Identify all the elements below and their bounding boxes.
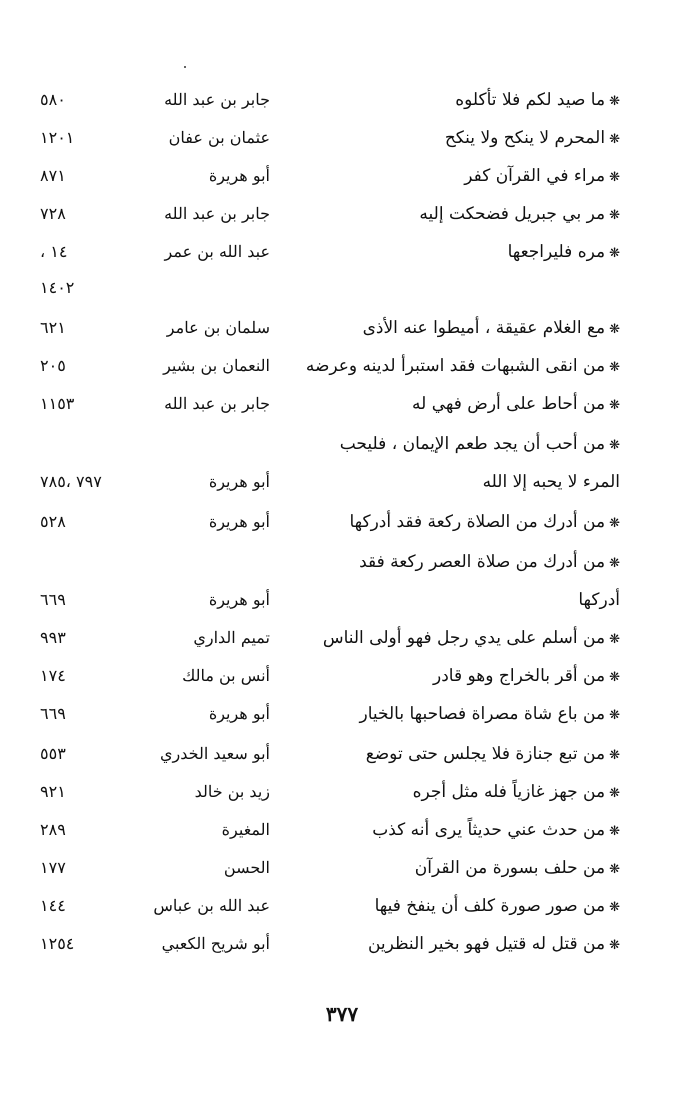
narrator: أبو شريح الكعبي	[161, 934, 270, 953]
page-ref: ٨٧١	[40, 166, 66, 185]
hadith-text: ❋من أسلم على يدي رجل فهو أولى الناس	[322, 628, 620, 648]
hadith-text: ❋مر بي جبريل فضحكت إليه	[419, 204, 620, 224]
list-item	[40, 122, 640, 154]
list-item	[40, 546, 640, 578]
narrator: النعمان بن بشير	[163, 356, 270, 375]
list-item	[40, 928, 640, 960]
hadith-text: ❋مراء في القرآن كفر	[464, 166, 620, 186]
list-item	[40, 272, 640, 304]
list-item	[40, 698, 640, 730]
page-ref: ٧٩٧ ،٧٨٥	[40, 472, 102, 491]
hadith-text: ❋من أقر بالخراج وهو قادر	[433, 666, 620, 686]
hadith-text: ❋من باع شاة مصراة فصاحبها بالخيار	[359, 704, 620, 724]
hadith-text: ❋من أدرك من الصلاة ركعة فقد أدركها	[349, 512, 620, 532]
page-ref: ١٧٧	[40, 858, 66, 877]
page-ref: ١٤٤	[40, 896, 66, 915]
page-ref: ٢٨٩	[40, 820, 66, 839]
page-ref: ٥٨٠	[40, 90, 66, 109]
hadith-text: ❋من قتل له قتيل فهو بخير النظرين	[367, 934, 620, 954]
hadith-text: ❋من جهز غازياً فله مثل أجره	[412, 782, 620, 802]
list-item	[40, 506, 640, 538]
list-item	[40, 660, 640, 692]
hadith-text: ❋المحرم لا ينكح ولا ينكح	[444, 128, 620, 148]
page-ref: ٦٦٩	[40, 590, 66, 609]
page-ref: ٩٩٣	[40, 628, 66, 647]
narrator: سلمان بن عامر	[166, 318, 270, 337]
page-ref: ١٢٥٤	[40, 934, 75, 953]
list-item	[40, 350, 640, 382]
hadith-text: ❋ما صيد لكم فلا تأكلوه	[455, 90, 620, 110]
page-ref: ١٧٤	[40, 666, 66, 685]
hadith-text: المرء لا يحبه إلا الله	[482, 472, 620, 492]
page-ref: ١١٥٣	[40, 394, 75, 413]
narrator: عثمان بن عفان	[168, 128, 270, 147]
narrator: أبو هريرة	[208, 704, 270, 723]
hadith-text: ❋من أحاط على أرض فهي له	[412, 394, 620, 414]
narrator: عبد الله بن عباس	[153, 896, 270, 915]
hadith-text: أدركها	[578, 590, 620, 610]
hadith-text: ❋من حدث عني حديثاً يرى أنه كذب	[372, 820, 620, 840]
narrator: أبو هريرة	[208, 590, 270, 609]
list-item	[40, 814, 640, 846]
list-item	[40, 738, 640, 770]
print-dot	[184, 66, 186, 68]
list-item	[40, 776, 640, 808]
page-ref: ٧٢٨	[40, 204, 66, 223]
narrator: الحسن	[223, 858, 270, 877]
list-item	[40, 428, 640, 460]
hadith-text: ❋من تبع جنازة فلا يجلس حتى توضع	[365, 744, 620, 764]
list-item	[40, 160, 640, 192]
hadith-text: ❋مع الغلام عقيقة ، أميطوا عنه الأذى	[362, 318, 620, 338]
list-item	[40, 584, 640, 616]
page-ref: ٦٢١	[40, 318, 66, 337]
narrator: أنس بن مالك	[182, 666, 270, 685]
page-ref: ٢٠٥	[40, 356, 66, 375]
narrator: تميم الداري	[193, 628, 270, 647]
list-item	[40, 388, 640, 420]
page-number: ٣٧٧	[325, 1002, 359, 1026]
page-ref: ٥٢٨	[40, 512, 66, 531]
narrator: جابر بن عبد الله	[164, 90, 270, 109]
hadith-text: ❋من حلف بسورة من القرآن	[414, 858, 620, 878]
list-item	[40, 852, 640, 884]
list-item	[40, 198, 640, 230]
list-item	[40, 312, 640, 344]
narrator: زيد بن خالد	[194, 782, 270, 801]
hadith-text: ❋من انقى الشبهات فقد استبرأ لدينه وعرضه	[305, 356, 620, 376]
page-ref: ٥٥٣	[40, 744, 66, 763]
list-item	[40, 466, 640, 498]
list-item	[40, 890, 640, 922]
page-ref: ١٤٠٢	[40, 278, 75, 297]
page-ref: ١٢٠١	[40, 128, 75, 147]
page-ref: ٩٢١	[40, 782, 66, 801]
page-ref: ٦٦٩	[40, 704, 66, 723]
narrator: أبو هريرة	[208, 166, 270, 185]
hadith-text: ❋من صور صورة كلف أن ينفخ فيها	[374, 896, 620, 916]
hadith-text: ❋من أدرك من صلاة العصر ركعة فقد	[359, 552, 620, 572]
list-item	[40, 84, 640, 116]
narrator: جابر بن عبد الله	[164, 204, 270, 223]
hadith-text: ❋من أحب أن يجد طعم الإيمان ، فليحب	[339, 434, 620, 454]
narrator: أبو هريرة	[208, 512, 270, 531]
narrator: أبو سعيد الخدري	[160, 744, 270, 763]
narrator: أبو هريرة	[208, 472, 270, 491]
list-item	[40, 622, 640, 654]
list-item	[40, 236, 640, 268]
narrator: المغيرة	[221, 820, 270, 839]
hadith-text: ❋مره فليراجعها	[507, 242, 620, 262]
narrator: عبد الله بن عمر	[164, 242, 270, 261]
narrator: جابر بن عبد الله	[164, 394, 270, 413]
page-ref: ١٤ ،	[40, 242, 68, 261]
